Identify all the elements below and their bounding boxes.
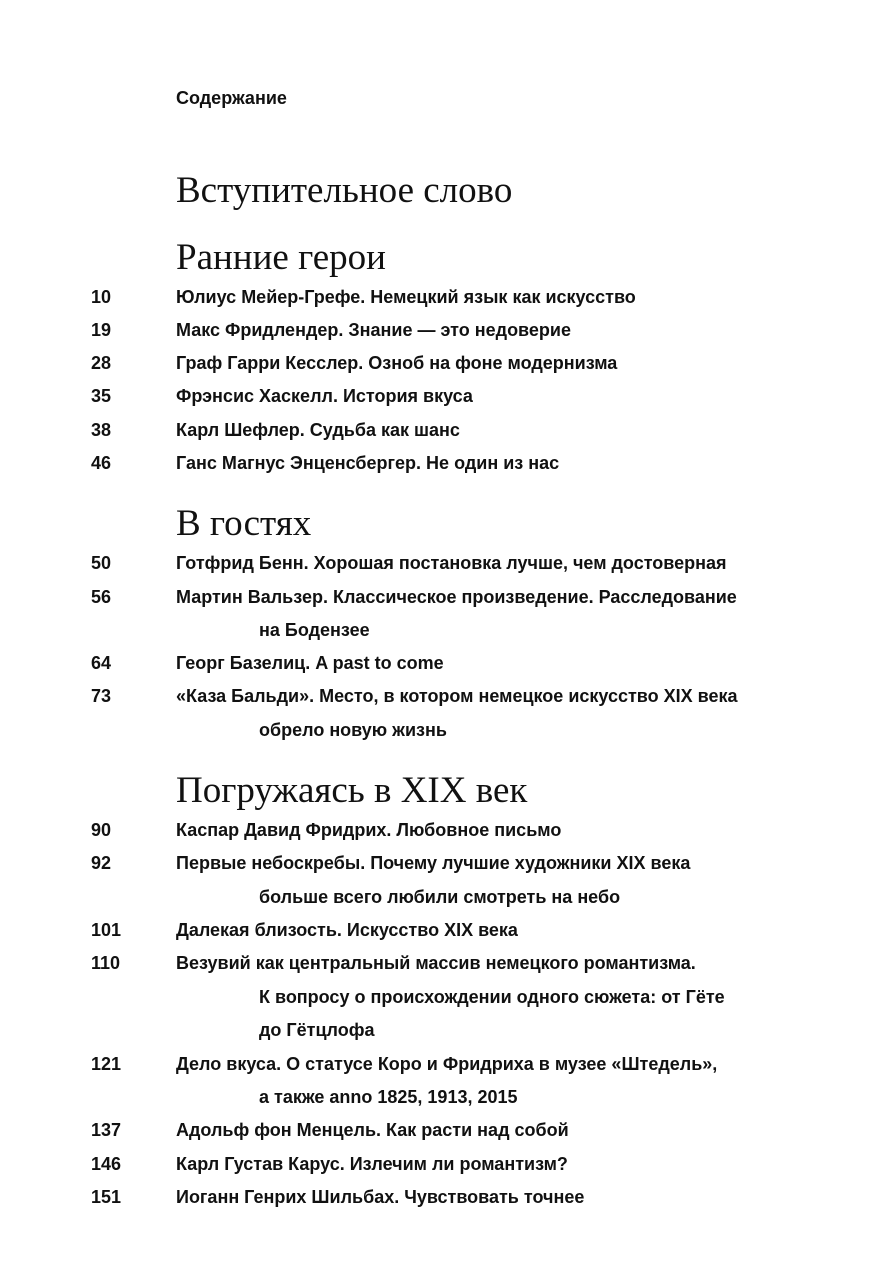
toc-entry-title-continuation: на Бодензее [259, 620, 370, 640]
toc-page-number: 50 [91, 553, 112, 573]
toc-entry-title-continuation: обрело новую жизнь [259, 720, 447, 740]
toc-entry-title: Далекая близость. Искусство XIX века [176, 920, 518, 940]
toc-entry-title: Карл Шефлер. Судьба как шанс [176, 420, 460, 440]
toc-page-number: 35 [91, 386, 112, 406]
toc-entry-title: Фрэнсис Хаскелл. История вкуса [176, 386, 473, 406]
toc-entry-title: Мартин Вальзер. Классическое произведение. Расследование [176, 587, 737, 607]
toc-entry-title-continuation: а также anno 1825, 1913, 2015 [259, 1087, 518, 1107]
toc-page-number: 137 [91, 1120, 122, 1140]
toc-page-number: 121 [91, 1054, 122, 1074]
toc-entry-title: Карл Густав Карус. Излечим ли романтизм? [176, 1154, 568, 1174]
toc-entry-title: Юлиус Мейер-Грефе. Немецкий язык как искусство [176, 287, 636, 307]
toc-entry-title: Адольф фон Менцель. Как расти над собой [176, 1120, 569, 1140]
toc-label: Содержание [176, 88, 287, 108]
section-heading-19th-century: Погружаясь в XIX век [176, 770, 528, 811]
toc-page-number: 101 [91, 920, 122, 940]
toc-entry-title-continuation: до Гётцлофа [259, 1020, 375, 1040]
toc-page-number: 146 [91, 1154, 122, 1174]
toc-entry-title: Дело вкуса. О статусе Коро и Фридриха в музее «Штедель», [176, 1054, 718, 1074]
toc-entry-title: Георг Базелиц. A past to come [176, 653, 444, 673]
toc-entry-title: Первые небоскребы. Почему лучшие художники XIX века [176, 853, 691, 873]
section-heading-early-heroes: Ранние герои [176, 237, 386, 278]
toc-page-number: 90 [91, 820, 112, 840]
toc-entry-title-continuation: К вопросу о происхождении одного сюжета: от Гёте [259, 987, 725, 1007]
toc-page-number: 92 [91, 853, 112, 873]
toc-page-number: 38 [91, 420, 112, 440]
toc-page-number: 64 [91, 653, 112, 673]
toc-page-number: 10 [91, 287, 112, 307]
toc-entry-title: Макс Фридлендер. Знание — это недоверие [176, 320, 571, 340]
toc-entry-title: Ганс Магнус Энценсбергер. Не один из нас [176, 453, 560, 473]
toc-entry-title: Иоганн Генрих Шильбах. Чувствовать точнее [176, 1187, 585, 1207]
toc-page-number: 56 [91, 587, 112, 607]
toc-entry-title: Везувий как центральный массив немецкого романтизма. [176, 953, 696, 973]
toc-page-number: 110 [91, 953, 121, 973]
toc-page-number: 28 [91, 353, 112, 373]
toc-entry-title-continuation: больше всего любили смотреть на небо [259, 887, 621, 907]
intro-heading: Вступительное слово [176, 170, 513, 211]
toc-page-number: 151 [91, 1187, 122, 1207]
toc-page-number: 46 [91, 453, 112, 473]
toc-page-number: 73 [91, 686, 112, 706]
toc-entry-title: «Каза Бальди». Место, в котором немецкое искусство XIX века [176, 686, 738, 706]
toc-entry-title: Граф Гарри Кесслер. Озноб на фоне модернизма [176, 353, 618, 373]
section-heading-visiting: В гостях [176, 503, 312, 544]
toc-entry-title: Готфрид Бенн. Хорошая постановка лучше, чем достоверная [176, 553, 727, 573]
toc-entry-title: Каспар Давид Фридрих. Любовное письмо [176, 820, 562, 840]
toc-page-number: 19 [91, 320, 112, 340]
